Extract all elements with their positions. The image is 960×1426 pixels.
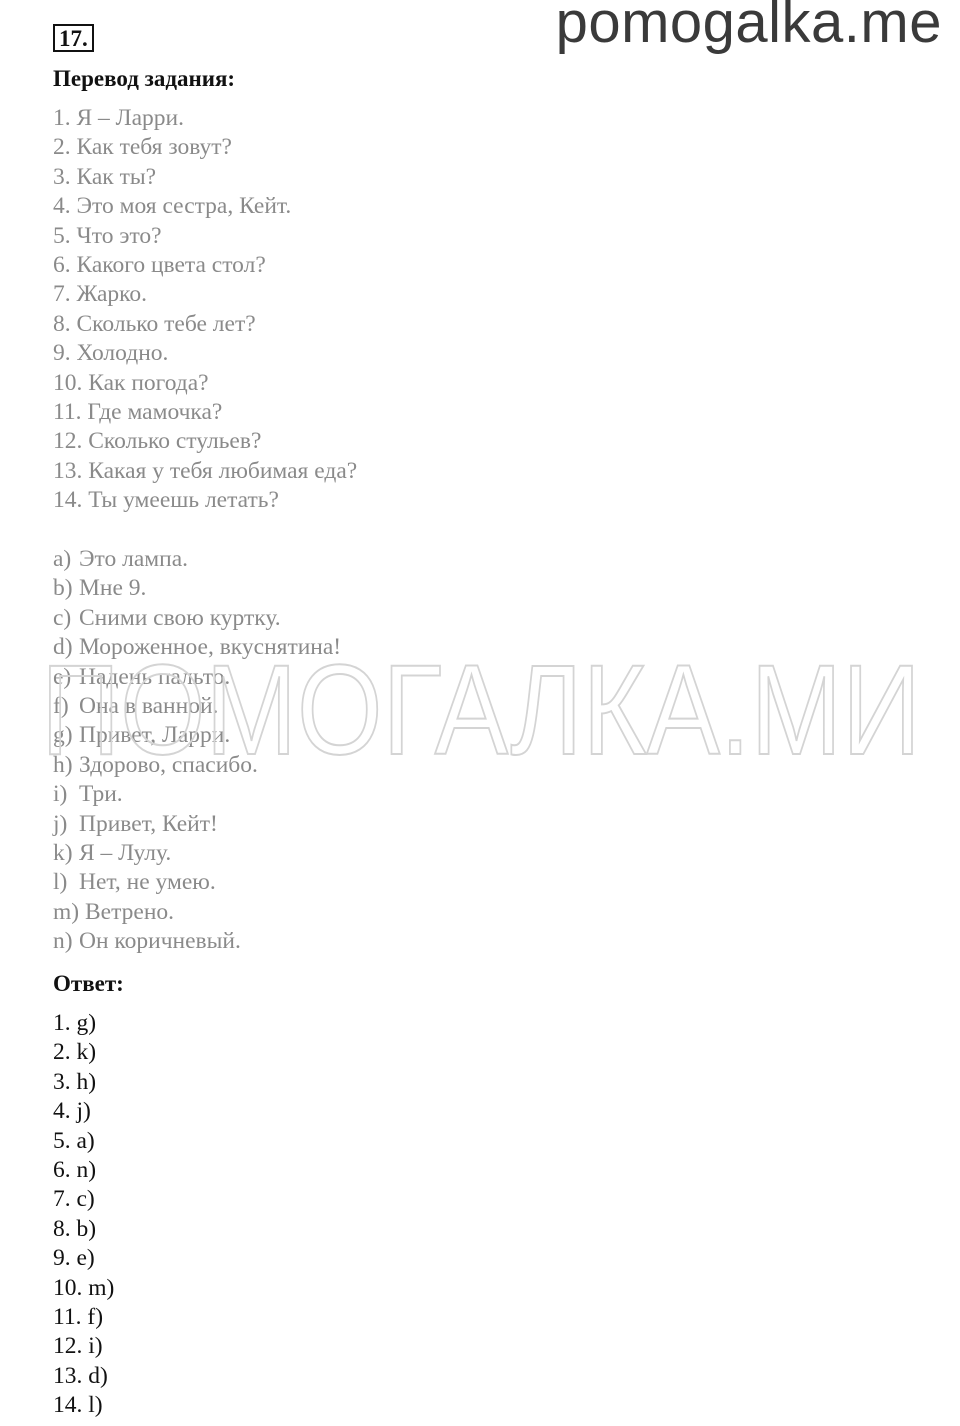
answer-item: 11. f) [53,1304,104,1331]
questions-list [53,104,357,516]
question-item: 6. Какого цвета стол? [53,252,266,279]
task-number-dot: . [82,26,88,51]
answer-item: 13. d) [53,1362,108,1389]
response-letter: c) [53,604,72,631]
answer-item: 14. l) [53,1392,103,1419]
response-letter: b) [53,575,73,602]
answer-item: 5. a) [53,1127,95,1154]
answer-item: 6. n) [53,1157,97,1184]
response-text: Нет, не умею. [79,869,216,896]
answer-item: 2. k) [53,1039,97,1066]
response-item [53,545,341,574]
response-letter: f) [53,693,69,720]
question-item: 5. Что это? [53,222,162,249]
response-text: Она в ванной. [79,693,219,720]
response-text: Он коричневый. [79,928,241,955]
response-text: Мороженное, вкуснятина! [79,634,342,661]
question-item: 14. Ты умеешь летать? [53,487,279,514]
question-item: 10. Как погода? [53,369,209,396]
response-item [53,780,341,809]
question-item: 13. Какая у тебя любимая еда? [53,457,358,484]
answer-item: 10. m) [53,1274,115,1301]
response-letter: l) [53,869,68,896]
response-letter: g) [53,722,73,749]
question-item: 12. Сколько стульев? [53,428,262,455]
question-item: 4. Это моя сестра, Кейт. [53,193,292,220]
task-number-box [53,24,94,52]
response-text: Мне 9. [79,575,147,602]
response-text: Привет, Кейт! [79,810,218,837]
response-text: Сними свою куртку. [79,604,281,631]
task-number: 17 [59,26,82,51]
response-letter: m) [53,898,80,925]
response-letter: d) [53,634,73,661]
answer-item: 12. i) [53,1333,103,1360]
response-text: Надень пальто. [79,663,231,690]
question-item: 8. Сколько тебе лет? [53,310,256,337]
response-text: Ветрено. [79,898,175,925]
response-text: Это лампа. [79,546,189,572]
question-item: 3. Как ты? [53,163,157,190]
response-letter: k) [53,840,73,867]
response-item [53,927,341,956]
watermark-text: ПОМОГАЛКА.МИ [41,650,921,768]
answer-item: 9. e) [53,1245,95,1272]
response-item [53,868,341,897]
question-item: 2. Как тебя зовут? [53,134,232,161]
response-letter: a) [53,546,72,572]
answer-item: 1. g) [53,1010,97,1036]
response-letter: h) [53,751,73,778]
answer-item: 4. j) [53,1098,91,1125]
response-letter: i) [53,781,68,808]
answer-heading: Ответ: [53,971,124,996]
question-item: 1. Я – Ларри. [53,105,184,131]
site-title: pomogalka.me [555,0,942,55]
response-item [53,574,341,603]
response-item [53,898,341,927]
response-letter: e) [53,663,72,690]
response-item [53,810,341,839]
response-letter: j) [53,810,68,837]
response-text: Я – Лулу. [79,840,172,867]
watermark [36,650,926,768]
answer-item: 7. c) [53,1186,95,1213]
question-item: 11. Где мамочка? [53,399,223,426]
translation-heading: Перевод задания: [53,66,236,91]
response-letter: n) [53,928,73,955]
question-item: 9. Холодно. [53,340,169,367]
response-text: Здорово, спасибо. [79,751,258,778]
answer-item: 8. b) [53,1215,97,1242]
response-item [53,604,341,633]
response-item [53,839,341,868]
answers-list [53,1009,114,1421]
answer-item: 3. h) [53,1068,97,1095]
question-item: 7. Жарко. [53,281,147,308]
response-text: Привет, Ларри. [79,722,231,749]
response-text: Три. [79,781,123,808]
